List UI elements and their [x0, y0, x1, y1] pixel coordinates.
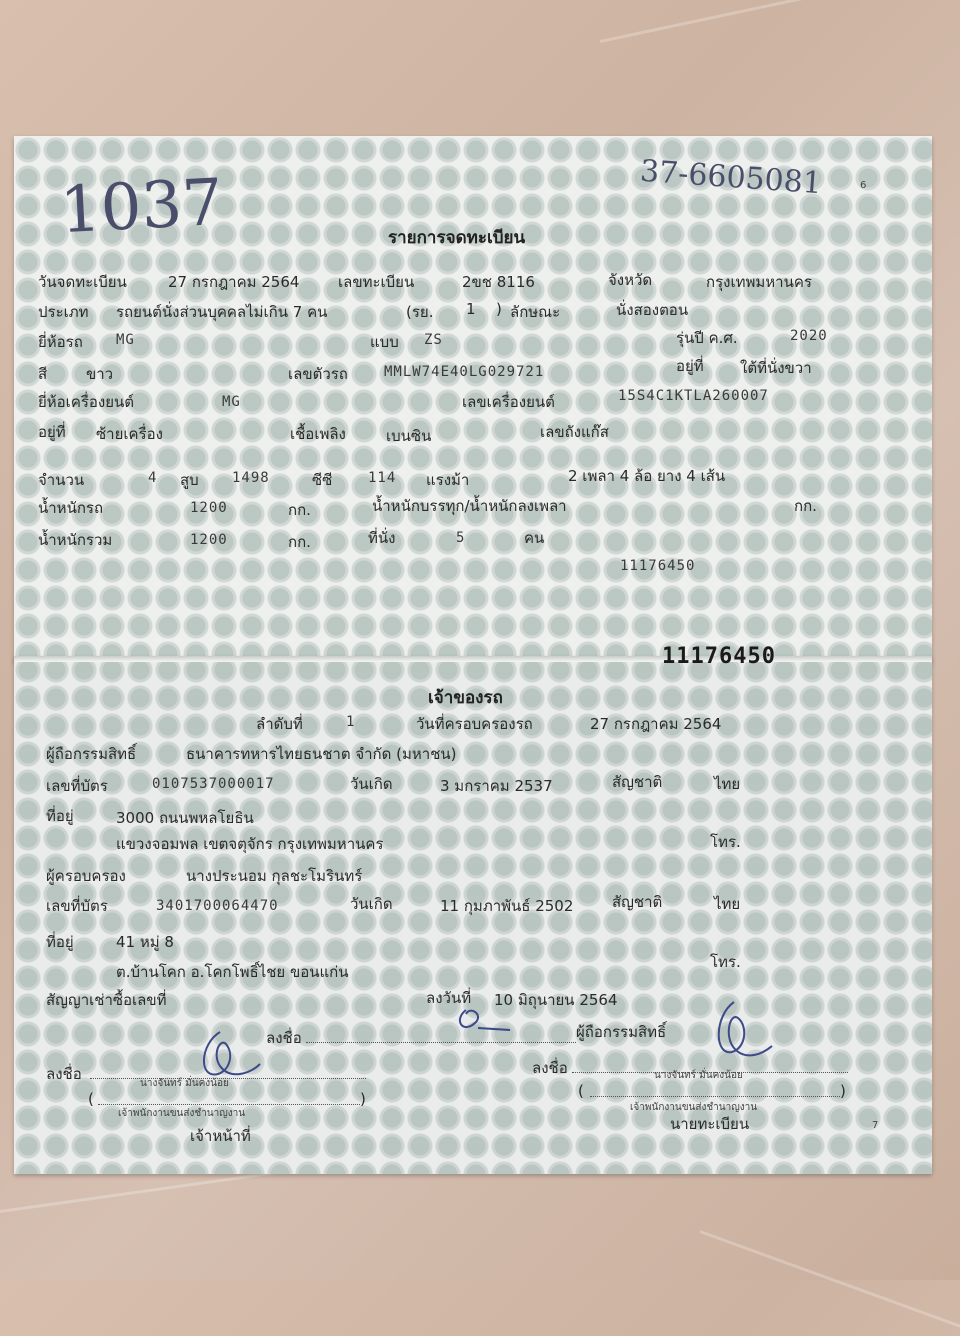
tel-label-1: โทร.	[710, 833, 741, 851]
cc-label: ซีซี	[312, 471, 333, 489]
right-title: นายทะเบียน	[670, 1115, 750, 1133]
year-label: รุ่นปี ค.ศ.	[676, 329, 738, 347]
holder-signature	[448, 1000, 518, 1040]
ry-close: )	[496, 300, 502, 318]
left-name-line	[98, 1104, 360, 1105]
horsepower-label: แรงม้า	[426, 471, 470, 489]
engine-brand-label: ยี่ห้อเครื่องยนต์	[38, 393, 135, 411]
model: ZS	[424, 332, 443, 348]
page-fold	[14, 656, 932, 662]
axles: 2 เพลา 4 ล้อ ยาง 4 เส้น	[568, 467, 726, 485]
signed-date-label: ลงวันที่	[426, 989, 472, 1007]
dob-2: 11 กุมภาพันธ์ 2502	[440, 897, 574, 915]
right-paren-close: )	[840, 1082, 846, 1100]
page-number-top: 6	[860, 180, 867, 191]
right-signature	[700, 996, 780, 1076]
cc: 1498	[232, 470, 270, 486]
holder-label: ผู้ถือกรรมสิทธิ์	[46, 745, 137, 763]
brand: MG	[116, 332, 135, 348]
registration-heading: รายการจดทะเบียน	[388, 228, 526, 248]
engine-location-label: อยู่ที่	[38, 423, 66, 441]
holder-name: ธนาคารทหารไทยธนชาต จำกัด (มหาชน)	[186, 745, 457, 763]
chassis-label: เลขตัวรถ	[288, 365, 348, 383]
kg-label-2: กก.	[794, 497, 817, 515]
gross-weight-label: น้ำหนักรวม	[38, 531, 113, 549]
horsepower: 114	[368, 470, 397, 486]
model-label: แบบ	[370, 333, 399, 351]
right-name-line	[590, 1096, 840, 1097]
sign-label-left: ลงชื่อ	[46, 1065, 82, 1083]
left-paren-close: )	[360, 1090, 366, 1108]
holder-sign-line	[306, 1042, 576, 1043]
kg-label-1: กก.	[288, 501, 311, 519]
nationality-1: ไทย	[714, 775, 741, 793]
chassis-location-label: อยู่ที่	[676, 357, 704, 375]
vehicle-type: รถยนต์นั่งส่วนบุคคลไม่เกิน 7 คน	[116, 303, 328, 321]
style: นั่งสองตอน	[616, 301, 689, 319]
dob-1: 3 มกราคม 2537	[440, 777, 553, 795]
left-stamp: เจ้าพนักงานขนส่งชำนาญงาน	[118, 1108, 246, 1119]
left-paren-open: (	[88, 1090, 94, 1108]
id-label-1: เลขที่บัตร	[46, 777, 108, 795]
address-1-line1: 3000 ถนนพหลโยธิน	[116, 809, 254, 827]
cylinder-label: สูบ	[180, 471, 199, 489]
year: 2020	[790, 328, 828, 344]
sign-label-right: ลงชื่อ	[532, 1059, 568, 1077]
id-label-2: เลขที่บัตร	[46, 897, 108, 915]
address-1-line2: แขวงจอมพล เขตจตุจักร กรุงเทพมหานคร	[116, 835, 384, 853]
gross-weight: 1200	[190, 532, 228, 548]
left-signature	[190, 1024, 270, 1094]
reg-no-label: เลขทะเบียน	[338, 273, 415, 291]
nationality-2: ไทย	[714, 895, 741, 913]
tel-label-2: โทร.	[710, 953, 741, 971]
reg-date: 27 กรกฎาคม 2564	[168, 273, 300, 291]
possessor-label: ผู้ครอบครอง	[46, 867, 126, 885]
id-number-1: 0107537000017	[152, 776, 275, 792]
seats-label: ที่นั่ง	[368, 529, 396, 547]
persons-label: คน	[524, 529, 545, 547]
sign-label-holder: ลงชื่อ	[266, 1029, 302, 1047]
color-label: สี	[38, 365, 48, 383]
dob-label-2: วันเกิด	[350, 895, 393, 913]
address-label-2: ที่อยู่	[46, 933, 74, 951]
possessor-name: นางประนอม กุลชะโมรินทร์	[186, 867, 363, 885]
page-number-bottom: 7	[872, 1120, 879, 1131]
serial-number: 11176450	[620, 558, 696, 574]
weight-label: น้ำหนักรถ	[38, 499, 104, 517]
cylinders: 4	[148, 470, 158, 486]
possession-date-label: วันที่ครอบครองรถ	[416, 715, 533, 733]
seats: 5	[456, 530, 466, 546]
chassis-number: MMLW74E40LG029721	[384, 364, 545, 380]
right-official-name: นางจันทร์ มั่นคงน้อย	[654, 1070, 743, 1081]
engine-number: 15S4C1KTLA260007	[618, 388, 769, 404]
owner-heading: เจ้าของรถ	[428, 688, 503, 708]
count-label: จำนวน	[38, 471, 85, 489]
gas-tank-label: เลขถังแก๊ส	[540, 423, 609, 441]
nationality-label-2: สัญชาติ	[612, 893, 663, 911]
order-label: ลำดับที่	[256, 715, 303, 733]
engine-location: ซ้ายเครื่อง	[96, 425, 163, 443]
address-2-line2: ต.บ้านโคก อ.โคกโพธิ์ไชย ขอนแก่น	[116, 963, 349, 981]
handwritten-number-right: 37-6605081	[639, 153, 823, 202]
fuel-label: เชื้อเพลิง	[290, 425, 346, 443]
fuel: เบนซิน	[386, 427, 432, 445]
province-label: จังหวัด	[608, 271, 653, 289]
address-2-line1: 41 หมู่ 8	[116, 933, 174, 951]
engine-number-label: เลขเครื่องยนต์	[462, 393, 555, 411]
address-label-1: ที่อยู่	[46, 807, 74, 825]
ry-value: 1	[466, 300, 476, 318]
brand-label: ยี่ห้อรถ	[38, 333, 83, 351]
order: 1	[346, 714, 356, 730]
engine-brand: MG	[222, 394, 241, 410]
reg-no: 2ขช 8116	[462, 273, 535, 291]
right-paren-open: (	[578, 1082, 584, 1100]
color: ขาว	[86, 365, 114, 383]
lease-contract-label: สัญญาเช่าซื้อเลขที่	[46, 991, 167, 1009]
holder-sign-role: ผู้ถือกรรมสิทธิ์	[576, 1023, 667, 1041]
ry-label: (รย.	[406, 303, 434, 321]
nationality-label-1: สัญชาติ	[612, 773, 663, 791]
weight: 1200	[190, 500, 228, 516]
handwritten-number-left: 1037	[58, 165, 225, 249]
possession-date: 27 กรกฎาคม 2564	[590, 715, 722, 733]
serial-number-bottom: 11176450	[662, 644, 776, 669]
left-official-name: นางจันทร์ มั่นคงน้อย	[140, 1078, 229, 1089]
type-label: ประเภท	[38, 303, 89, 321]
id-number-2: 3401700064470	[156, 898, 279, 914]
style-label: ลักษณะ	[510, 303, 561, 321]
left-title: เจ้าหน้าที่	[190, 1127, 251, 1145]
load-label: น้ำหนักบรรทุก/น้ำหนักลงเพลา	[372, 497, 567, 515]
chassis-location: ใต้ที่นั่งขวา	[740, 359, 812, 377]
signed-date: 10 มิถุนายน 2564	[494, 991, 618, 1009]
province: กรุงเทพมหานคร	[706, 273, 812, 291]
dob-label-1: วันเกิด	[350, 775, 393, 793]
right-stamp: เจ้าพนักงานขนส่งชำนาญงาน	[630, 1102, 758, 1113]
kg-label-3: กก.	[288, 533, 311, 551]
reg-date-label: วันจดทะเบียน	[38, 273, 127, 291]
